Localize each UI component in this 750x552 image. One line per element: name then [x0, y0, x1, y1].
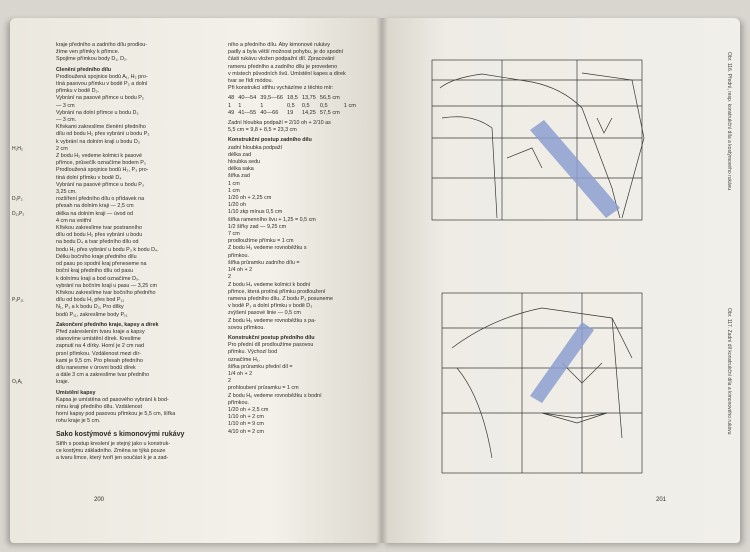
text-line: dílu od bodu H₁ přes bod P₁₁ P₁P₁₁: [12, 297, 125, 304]
table-row: [228, 95, 360, 102]
text-line: padly a byla větší možnost pohybu, je do spodní: [228, 49, 344, 56]
text-line: zvýšení pasové linie — 0,5 cm: [228, 310, 301, 317]
table-cell: 40—54: [238, 95, 257, 102]
margin-label: H₁H₂: [12, 145, 23, 152]
text-line: vybrání na bočním kraji u pasu — 3,25 cm: [56, 282, 157, 289]
text-line: kami je 9,5 cm. Pro přesah předního: [56, 357, 143, 364]
table-cell: 0,5: [286, 102, 295, 109]
text-line: označíme H₁.: [228, 356, 261, 363]
text-line: 2: [228, 274, 231, 281]
text-line: dílu od bodu H₂ přes vybrání u bodu P₂: [56, 131, 150, 138]
text-line: ramena předního dílu. Z bodu P₃ posuneme: [228, 295, 333, 302]
text-line: ce kostýmu základního. Změna se týká pouze: [56, 447, 166, 454]
figure-caption-bottom: Obr. 117. Zadní díl konstrukční díla a kimonového rukávu: [726, 308, 732, 435]
text-line: prohloubení průramku = 1 cm: [228, 385, 299, 392]
text-line: Kapsa je umístěna od pasového vybrání k bod-: [56, 396, 169, 403]
text-line: 5,5 cm = 9,8 + 8,5 = 23,3 cm: [228, 127, 297, 134]
text-line: Křivkou zakreslíme tvar postranního: [56, 225, 142, 232]
text-line: Zakončení předního kraje, kapsy a dírek: [56, 321, 159, 328]
table-row: [228, 103, 360, 110]
text-line: — 3 cm: [56, 102, 75, 109]
text-line: části rukávu vložen podpažní díl. Zpracování: [228, 56, 335, 63]
text-line: přímku. Výchozí bod: [228, 349, 278, 356]
text-line: prsní přímkou. Vzdálenost mezi dír-: [56, 350, 142, 357]
text-line: zadní hloubka podpaží: [228, 144, 283, 151]
text-line: v místech původních švů. Umístění kapes a dírek: [228, 70, 346, 77]
text-line: — 3 cm.: [56, 117, 77, 124]
text-line: délka saka: [228, 166, 254, 173]
text-line: tíná dolní přímku v bodě D₄: [56, 174, 122, 181]
margin-label: O₁A₁: [12, 379, 23, 386]
text-line: 1 cm: [228, 180, 240, 187]
margin-label: D₁P₂: [12, 196, 23, 203]
left-text-column-b: [228, 42, 378, 436]
text-line: Spojíme přímkou body D₁, D₂.: [56, 56, 128, 63]
text-line: horní kapsy pod pasovou přímkou je 5,5 cm, šířka: [56, 411, 176, 418]
text-line: Umístění kapsy: [56, 389, 96, 396]
text-line: 7 cm: [228, 231, 240, 238]
table-cell: 0,5: [319, 102, 328, 109]
text-line: Délku bočního kraje předního dílu: [56, 253, 137, 260]
pattern-diagrams: [382, 18, 740, 543]
text-line: stanovíme umístění dírek. Kreslíme: [56, 336, 141, 343]
text-line: Konstrukční postup zadního dílu: [228, 137, 312, 144]
text-line: v bodě P₃ a dolní přímku v bodě D₃: [228, 303, 313, 310]
diagram-bottom-sleeve-highlight: [530, 322, 594, 403]
text-line: ního a předního dílu. Aby kimonové rukávy: [228, 42, 330, 48]
text-line: Křivkami zakreslíme členění předního: [56, 124, 146, 131]
diagram-top-sleeve-highlight: [530, 120, 620, 218]
text-line: na bodu D₄ a tvar předního dílu od: [56, 239, 139, 246]
table-cell: 1: [238, 102, 242, 109]
text-line: boční kraj předního dílu od pasu: [56, 268, 134, 275]
text-line: Prodloužená spojnice bodů H₂, P₃ pro-: [56, 167, 149, 174]
text-line: Sako kostýmové s kimonovými rukávy: [56, 430, 185, 438]
text-line: přímku v bodě D₃.: [56, 88, 100, 95]
text-line: Vybrání na pasové přímce u bodu P₂: [56, 95, 144, 102]
diagram-top-curve: [597, 118, 612, 133]
table-cell: 18,5: [286, 95, 298, 102]
text-line: Pro přední díl prodloužíme pasovou: [228, 342, 314, 349]
text-line: nímu kraji předního dílu. Vzdálenost: [56, 403, 143, 410]
text-line: a tvaru limce, který tvoří jen součást k je a zad-: [56, 454, 169, 461]
text-line: žíme ven přímky k přímce.: [56, 49, 120, 56]
text-line: přímkou.: [228, 399, 249, 406]
text-line: Z bodu H₃ vedeme rovnoběžku s: [228, 245, 307, 252]
text-line: Z bodu H₂ vedeme kolmici k pasové: [56, 153, 142, 160]
text-line: 1/10 oh + 2 cm: [228, 414, 264, 421]
text-line: zapnutí na 4 dírky. Horní je 2 cm nad: [56, 343, 144, 350]
table-cell: 13,75: [301, 95, 316, 102]
text-line: hloubka sedu: [228, 159, 261, 166]
text-line: Při konstrukci střihu vycházíme z těchto mír:: [228, 85, 334, 92]
text-line: přímce, která protíná přímku prodloužení: [228, 288, 326, 295]
text-line: 1/2 šířky zad — 9,25 cm: [228, 223, 287, 230]
table-cell: 19: [286, 109, 294, 116]
text-line: od pasu po spodní kraj přeneseme na: [56, 261, 147, 268]
text-line: 1/20 oh: [228, 202, 246, 209]
text-line: kraje předního a zadního dílu prodlou-: [56, 42, 148, 48]
margin-label: P₁P₁₁: [12, 297, 24, 304]
text-line: Z bodu H₅ vedeme rovnoběžku s pa-: [228, 317, 316, 324]
text-line: tvar se řídí módou.: [228, 78, 273, 85]
text-line: rozšíření předního dílu o přídavek na D₁P₂: [12, 196, 145, 203]
text-line: dílu nanesme v úrovni bodů dírek: [56, 364, 136, 371]
open-book: [10, 18, 740, 543]
table-cell: 1 cm: [343, 102, 356, 109]
table-cell: 48: [228, 95, 235, 102]
text-line: 3,25 cm.: [56, 189, 77, 196]
text-line: tíná pasovou přímku v bodě P₂ a dolní: [56, 81, 148, 88]
text-line: k dolnímu kraji a bod označíme D₅.: [56, 275, 140, 282]
text-line: 1/10 oh = 9 cm: [228, 421, 264, 428]
text-line: délka na dolním kraji — úvod od D₁₁P₂: [12, 210, 134, 217]
text-line: Z bodu H₆ vedeme rovnoběžku s bodní: [228, 392, 322, 399]
text-line: Před zakreslením tvaru kraje a kapsy: [56, 328, 145, 335]
page-number-right: 201: [656, 497, 667, 503]
text-line: délka zad: [228, 151, 252, 158]
text-line: N₁, P₁ a k bodu D₂, Pro dílky: [56, 304, 124, 311]
text-line: 1/4 oh + 2: [228, 267, 253, 274]
text-line: bodů P₁₁, zakreslíme body P₁₁: [56, 311, 128, 318]
table-cell: 1: [228, 102, 232, 109]
text-line: 4/10 oh = 2 cm: [228, 428, 264, 435]
diagram-bottom-curve: [452, 308, 632, 358]
text-line: 2 cm H₁H₂: [12, 145, 68, 152]
text-line: 1/20 oh + 2,5 cm: [228, 406, 269, 413]
table-cell: 40—66: [260, 109, 279, 116]
text-line: a dále 3 cm a zakreslíme tvar předního: [56, 372, 150, 379]
table-cell: 14,25: [301, 109, 316, 116]
text-line: Vybrání na pasové přímce u bodu P₃: [56, 181, 144, 188]
text-line: přímkou.: [228, 252, 249, 259]
text-line: 2: [228, 378, 231, 385]
diagram-top-frame: [432, 60, 642, 220]
figure-caption-top: Obr. 116. Přední, resp. konstrukční díla a kostýmového rukávu: [726, 52, 732, 191]
page-number-left: 200: [94, 497, 105, 503]
text-line: k vybrání na dolním kraji u bodu D₃: [56, 138, 140, 145]
text-line: Střih s postup kreslení je stejný jako u konstruk-: [56, 440, 171, 447]
text-line: šířka průramku zadního dílu =: [228, 259, 300, 266]
text-line: Zadní hloubka podpaží = 2/10 oh + 2/10 as: [228, 120, 331, 127]
book-gutter: [376, 18, 388, 543]
text-line: 4 cm na vnitřní: [56, 217, 92, 224]
text-line: šířka ramenního švu + 1,25 = 0,5 cm: [228, 216, 316, 223]
text-line: sovou přímkou.: [228, 324, 265, 331]
pattern-diagram-top: [432, 60, 644, 220]
text-line: prodloužíme přímku = 1 cm: [228, 238, 294, 245]
table-cell: 56,5 cm: [319, 95, 340, 102]
margin-label: D₁₁P₂: [12, 210, 25, 217]
text-line: přímce, průsečík označíme bodem P₃: [56, 160, 146, 167]
text-line: Konstrukční postup předního dílu: [228, 334, 315, 341]
right-page: [382, 18, 740, 543]
text-line: Prodloužená spojnice bodů A₁, H₂ pro-: [56, 73, 148, 80]
diagram-top-curve: [507, 148, 542, 168]
text-line: přesah na dolním kraji — 2,5 cm: [56, 203, 134, 210]
table-cell: 49: [228, 109, 235, 116]
text-line: šířka zad: [228, 173, 250, 180]
left-text-column-a: [12, 42, 214, 462]
text-line: Členění předního dílu: [56, 66, 112, 73]
diagram-bottom-curve: [612, 318, 622, 438]
text-line: 1/20 oh + 2,25 cm: [228, 195, 272, 202]
text-line: Z bodu H₄ vedeme kolmici k bodní: [228, 281, 311, 288]
text-line: 1/4 oh + 2: [228, 370, 253, 377]
text-line: rohu kraje je 5 cm.: [56, 418, 101, 425]
measurement-table: [228, 95, 360, 117]
table-cell: 0,5: [301, 102, 310, 109]
diagram-bottom-curve: [542, 413, 607, 423]
text-line: šířka průramku přední díl =: [228, 363, 293, 370]
text-line: 1 cm: [228, 187, 240, 194]
table-cell: 39,5—66: [260, 95, 283, 102]
text-line: Křivkou zakreslíme tvar bočního předního: [56, 289, 156, 296]
table-cell: 1: [260, 102, 264, 109]
text-line: kraje. O₁A₁: [12, 379, 70, 386]
diagram-top-curve: [442, 117, 497, 218]
text-line: bodu H₂ přes vybrání u bodu P₃ k bodu D₄.: [56, 246, 159, 253]
table-cell: 41—55: [238, 109, 257, 116]
left-page: [10, 18, 382, 543]
text-line: ramenu předního a zadního dílu je provedeno: [228, 63, 338, 70]
table-cell: 57,5 cm: [319, 109, 340, 116]
table-row: [228, 110, 360, 117]
text-line: dílu od bodu H₂ přes vybrání u bodu: [56, 232, 143, 239]
text-line: 1/10 zkp mínus 0,5 cm: [228, 209, 283, 216]
text-line: Vybrání na dolní přímce u bodu D₃: [56, 109, 139, 116]
